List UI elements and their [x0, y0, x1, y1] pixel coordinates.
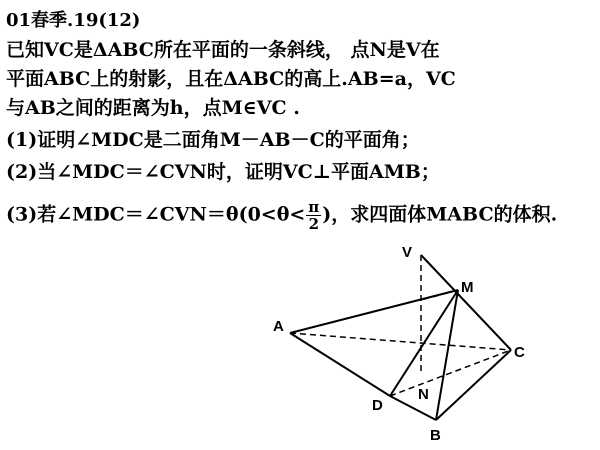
- problem-text-line-2: 平面ABC上的射影，且在ΔABC的高上.AB=a，VC: [6, 68, 456, 90]
- edge-BC: [436, 350, 511, 420]
- vertex-label-D: D: [372, 397, 383, 414]
- fraction-denominator: 2: [308, 215, 319, 233]
- vertex-label-M: M: [461, 279, 474, 296]
- fraction-numerator: π: [308, 198, 320, 216]
- problem-part-1: (1)证明∠MDC是二面角M－AB－C的平面角；: [6, 129, 420, 151]
- edge-DC-hidden: [390, 350, 511, 396]
- problem-part-2: (2)当∠MDC＝∠CVN时，证明VC⊥平面AMB；: [6, 161, 440, 183]
- edge-DB: [390, 396, 436, 420]
- problem-text-line-3: 与AB之间的距离为h，点M∈VC .: [6, 97, 300, 119]
- vertex-label-B: B: [430, 427, 441, 444]
- part-3-suffix: )，求四面体MABC的体积.: [322, 203, 558, 226]
- edge-AD: [290, 333, 390, 396]
- vertex-label-N: N: [418, 386, 429, 403]
- part-3-prefix: (3)若∠MDC＝∠CVN＝θ(0<θ<: [6, 203, 306, 226]
- edge-VC: [421, 255, 511, 350]
- vertex-label-C: C: [514, 344, 525, 361]
- edge-MB: [436, 290, 458, 420]
- vertex-label-V: V: [402, 244, 413, 261]
- problem-title: 01春季.19(12): [6, 10, 141, 31]
- problem-text-line-1: 已知VC是ΔABC所在平面的一条斜线， 点N是V在: [6, 39, 440, 61]
- vertex-label-A: A: [273, 318, 284, 335]
- edge-AM: [290, 290, 458, 333]
- edge-AC-hidden: [290, 333, 511, 350]
